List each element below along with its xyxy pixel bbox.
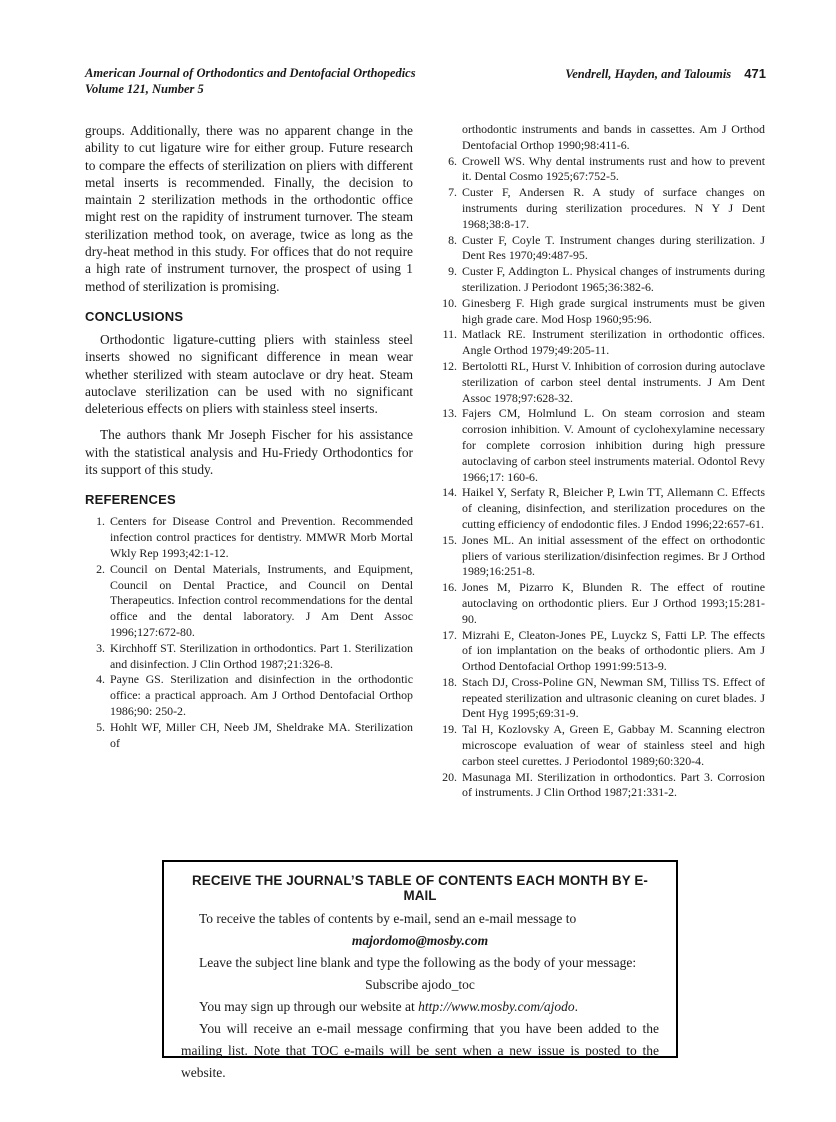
reference-number: 16. (442, 580, 457, 595)
reference-number: 6. (448, 153, 457, 168)
reference-text: Bertolotti RL, Hurst V. Inhibition of corrosion during autoclave sterilization of carbon steel dental instruments. J Am Dent Assoc 1978;97:628-32. (462, 358, 765, 405)
reference-number: 17. (442, 627, 457, 642)
page-header (85, 66, 766, 97)
toc-website-url: http://www.mosby.com/ajodo (418, 999, 575, 1014)
running-head (565, 66, 766, 83)
reference-number: 11. (442, 327, 457, 342)
reference-text: Stach DJ, Cross-Poline GN, Newman SM, Tilliss TS. Effect of repeated sterilization and ultrasonic cleaning on curet blades. J Dent Hyg 1995;69:31-9. (462, 674, 765, 721)
reference-number: 8. (448, 232, 457, 247)
reference-list-right-items (437, 154, 765, 802)
reference-number: 10. (442, 295, 457, 310)
page-number: 471 (744, 66, 766, 81)
reference-item (437, 264, 765, 296)
reference-text: Custer F, Coyle T. Instrument changes during sterilization. J Dent Res 1970;49:487-95. (462, 232, 765, 263)
article-body (85, 122, 766, 801)
toc-website-prefix: You may sign up through our website at (199, 999, 419, 1014)
reference-text: Tal H, Kozlovsky A, Green E, Gabbay M. Scanning electron microscope evaluation of wear of stainless steel and high carbon steel curettes. J Periodontol 1989;60:320-4. (462, 722, 765, 768)
reference-item (437, 580, 765, 627)
toc-website-suffix: . (574, 999, 579, 1014)
reference-text: Jones ML. An initial assessment of the effect on orthodontic pliers of various sterilization/disinfection regimes. Br J Orthod 1989;16:251-8. (462, 532, 765, 579)
reference-number: 14. (442, 485, 457, 500)
left-column (85, 122, 413, 801)
toc-confirmation-note: You will receive an e-mail message confirming that you have been added to the mailing list. Note that TOC e-mails will be sent when a new issue is posted to the website. (181, 1021, 659, 1080)
reference-item (437, 154, 765, 186)
reference-item (437, 296, 765, 328)
reference-item (85, 562, 413, 641)
reference-text: Fajers CM, Holmlund L. On steam corrosion and steam corrosion inhibition. V. Amount of cyclohexylamine necessary for complete corrosion inhibition during high pressure autoclaving of carbon steel instruments material. Odontol Revy 1966;17: 160-6. (462, 406, 765, 484)
journal-info (85, 66, 416, 97)
reference-item (437, 485, 765, 532)
reference-number: 15. (442, 532, 457, 547)
reference-item (437, 770, 765, 802)
reference-text: Custer F, Andersen R. A study of surface changes on instruments during sterilization procedures. N Y J Dent 1968;38:8-17. (462, 185, 765, 231)
reference-number: 7. (448, 185, 457, 200)
reference-number: 4. (96, 672, 105, 687)
conclusions-heading: CONCLUSIONS (85, 308, 184, 324)
reference-item (437, 185, 765, 232)
journal-title: American Journal of Orthodontics and Dentofacial Orthopedics (85, 66, 416, 80)
reference-text: Centers for Disease Control and Prevention. Recommended infection control practices for dentistry. MMWR Morb Mortal Wkly Rep 1993;42:1-12. (110, 514, 413, 560)
reference-item (437, 359, 765, 406)
reference-number: 12. (442, 358, 457, 373)
reference-text: Haikel Y, Serfaty R, Bleicher P, Lwin TT, Allemann C. Effects of cleaning, disinfection, and sterilization procedures on the cutting efficiency of endodontic files. J Endod 1996;22:657-61. (462, 485, 765, 531)
reference-list-left (85, 514, 413, 751)
reference-text: Ginesberg F. High grade surgical instruments must be given high grade care. Mod Hosp 1960;95:96. (462, 295, 765, 326)
toc-website-line (181, 996, 659, 1018)
reference-item (85, 720, 413, 752)
reference-number: 20. (442, 769, 457, 784)
reference-number: 9. (448, 264, 457, 279)
conclusions-paragraph: Orthodontic ligature-cutting pliers with stainless steel inserts showed no significant difference in mean wear whether sterilized with steam autoclave or dry heat. Steam autoclave sterilization can be used with no significant deleterious effects on pliers with stainless steel inserts. (85, 331, 413, 417)
reference-item (437, 628, 765, 675)
reference-text: Council on Dental Materials, Instruments, and Equipment, Council on Dental Practice, and Council on Dental Therapeutics. Infection control recommendations for the dental office and the dental laboratory. J Am Dent Assoc 1996;127:672-80. (110, 561, 413, 639)
toc-subscription-box (162, 860, 678, 1080)
reference-continuation (437, 122, 765, 154)
right-column (437, 122, 765, 801)
intro-paragraph: groups. Additionally, there was no apparent change in the ability to cut ligature wire for either group. Future research to compare the effects of sterilization on pliers with different metal inserts is recommended. Finally, the decision to maintain 2 sterilization methods in the orthodontic office might rest on the rapidity of instrument turnover. The steam sterilization method took, on average, twice as long as the dry-heat method in this study. For offices that do not require a high rate of instrument turnover, the prospect of using 1 method of sterilization is promising. (85, 123, 413, 294)
reference-number: 18. (442, 674, 457, 689)
reference-text: Crowell WS. Why dental instruments rust and how to prevent it. Dental Cosmo 1925;67:752-5. (462, 153, 765, 184)
reference-text: orthodontic instruments and bands in cassettes. Am J Orthod Dentofacial Orthop 1990;98:411-6. (462, 122, 765, 152)
reference-number: 1. (96, 514, 105, 529)
toc-email-address: majordomo@mosby.com (351, 933, 489, 948)
toc-instruction-1: To receive the tables of contents by e-mail, send an e-mail message to (199, 911, 577, 926)
toc-instruction-2: Leave the subject line blank and type the following as the body of your message: (199, 955, 637, 970)
references-heading: REFERENCES (85, 492, 176, 508)
reference-item (437, 533, 765, 580)
reference-item (437, 722, 765, 769)
reference-text: Custer F, Addington L. Physical changes of instruments during sterilization. J Periodont 1965;36:382-6. (462, 264, 765, 294)
reference-text: Payne GS. Sterilization and disinfection in the orthodontic office: a practical approach. Am J Orthod Dentofacial Orthop 1986;90: 250-2. (110, 672, 413, 718)
reference-number: 2. (96, 561, 105, 576)
reference-item (437, 406, 765, 485)
author-names: Vendrell, Hayden, and Taloumis (565, 67, 732, 81)
reference-text: Kirchhoff ST. Sterilization in orthodontics. Part 1. Sterilization and disinfection. J Clin Orthod 1987;21:326-8. (110, 640, 413, 671)
reference-item (437, 675, 765, 722)
reference-item (85, 641, 413, 673)
reference-text: Masunaga MI. Sterilization in orthodontics. Part 3. Corrosion of instruments. J Clin Orthod 1987;21:331-2. (462, 769, 765, 800)
journal-volume: Volume 121, Number 5 (85, 81, 204, 96)
reference-number: 3. (96, 640, 105, 655)
reference-number (437, 122, 462, 154)
reference-item (85, 672, 413, 719)
acknowledgment-paragraph: The authors thank Mr Joseph Fischer for his assistance with the statistical analysis and Hu-Friedy Orthodontics for its support of this study. (85, 427, 413, 478)
reference-number: 19. (442, 722, 457, 737)
toc-subscribe-command: Subscribe ajodo_toc (365, 977, 475, 992)
reference-text: Jones M, Pizarro K, Blunden R. The effect of routine autoclaving on orthodontic pliers. Eur J Orthod 1993;15:281-90. (462, 580, 765, 626)
reference-list-right (437, 122, 765, 154)
reference-number: 13. (442, 406, 457, 421)
reference-text: Mizrahi E, Cleaton-Jones PE, Luyckz S, Fatti LP. The effects of ion implantation on the beaks of orthodontic pliers. Am J Orthod Dentofacial Orthop 1991:99:513-9. (462, 627, 765, 674)
reference-item (437, 327, 765, 359)
toc-box-heading: RECEIVE THE JOURNAL’S TABLE OF CONTENTS EACH MONTH BY E-MAIL (192, 873, 648, 903)
reference-item (437, 233, 765, 265)
reference-number: 5. (96, 719, 105, 734)
reference-text: Hohlt WF, Miller CH, Neeb JM, Sheldrake MA. Sterilization of (110, 719, 413, 750)
reference-text: Matlack RE. Instrument sterilization in orthodontic offices. Angle Orthod 1979;49:205-11. (462, 327, 765, 358)
reference-item (85, 514, 413, 561)
